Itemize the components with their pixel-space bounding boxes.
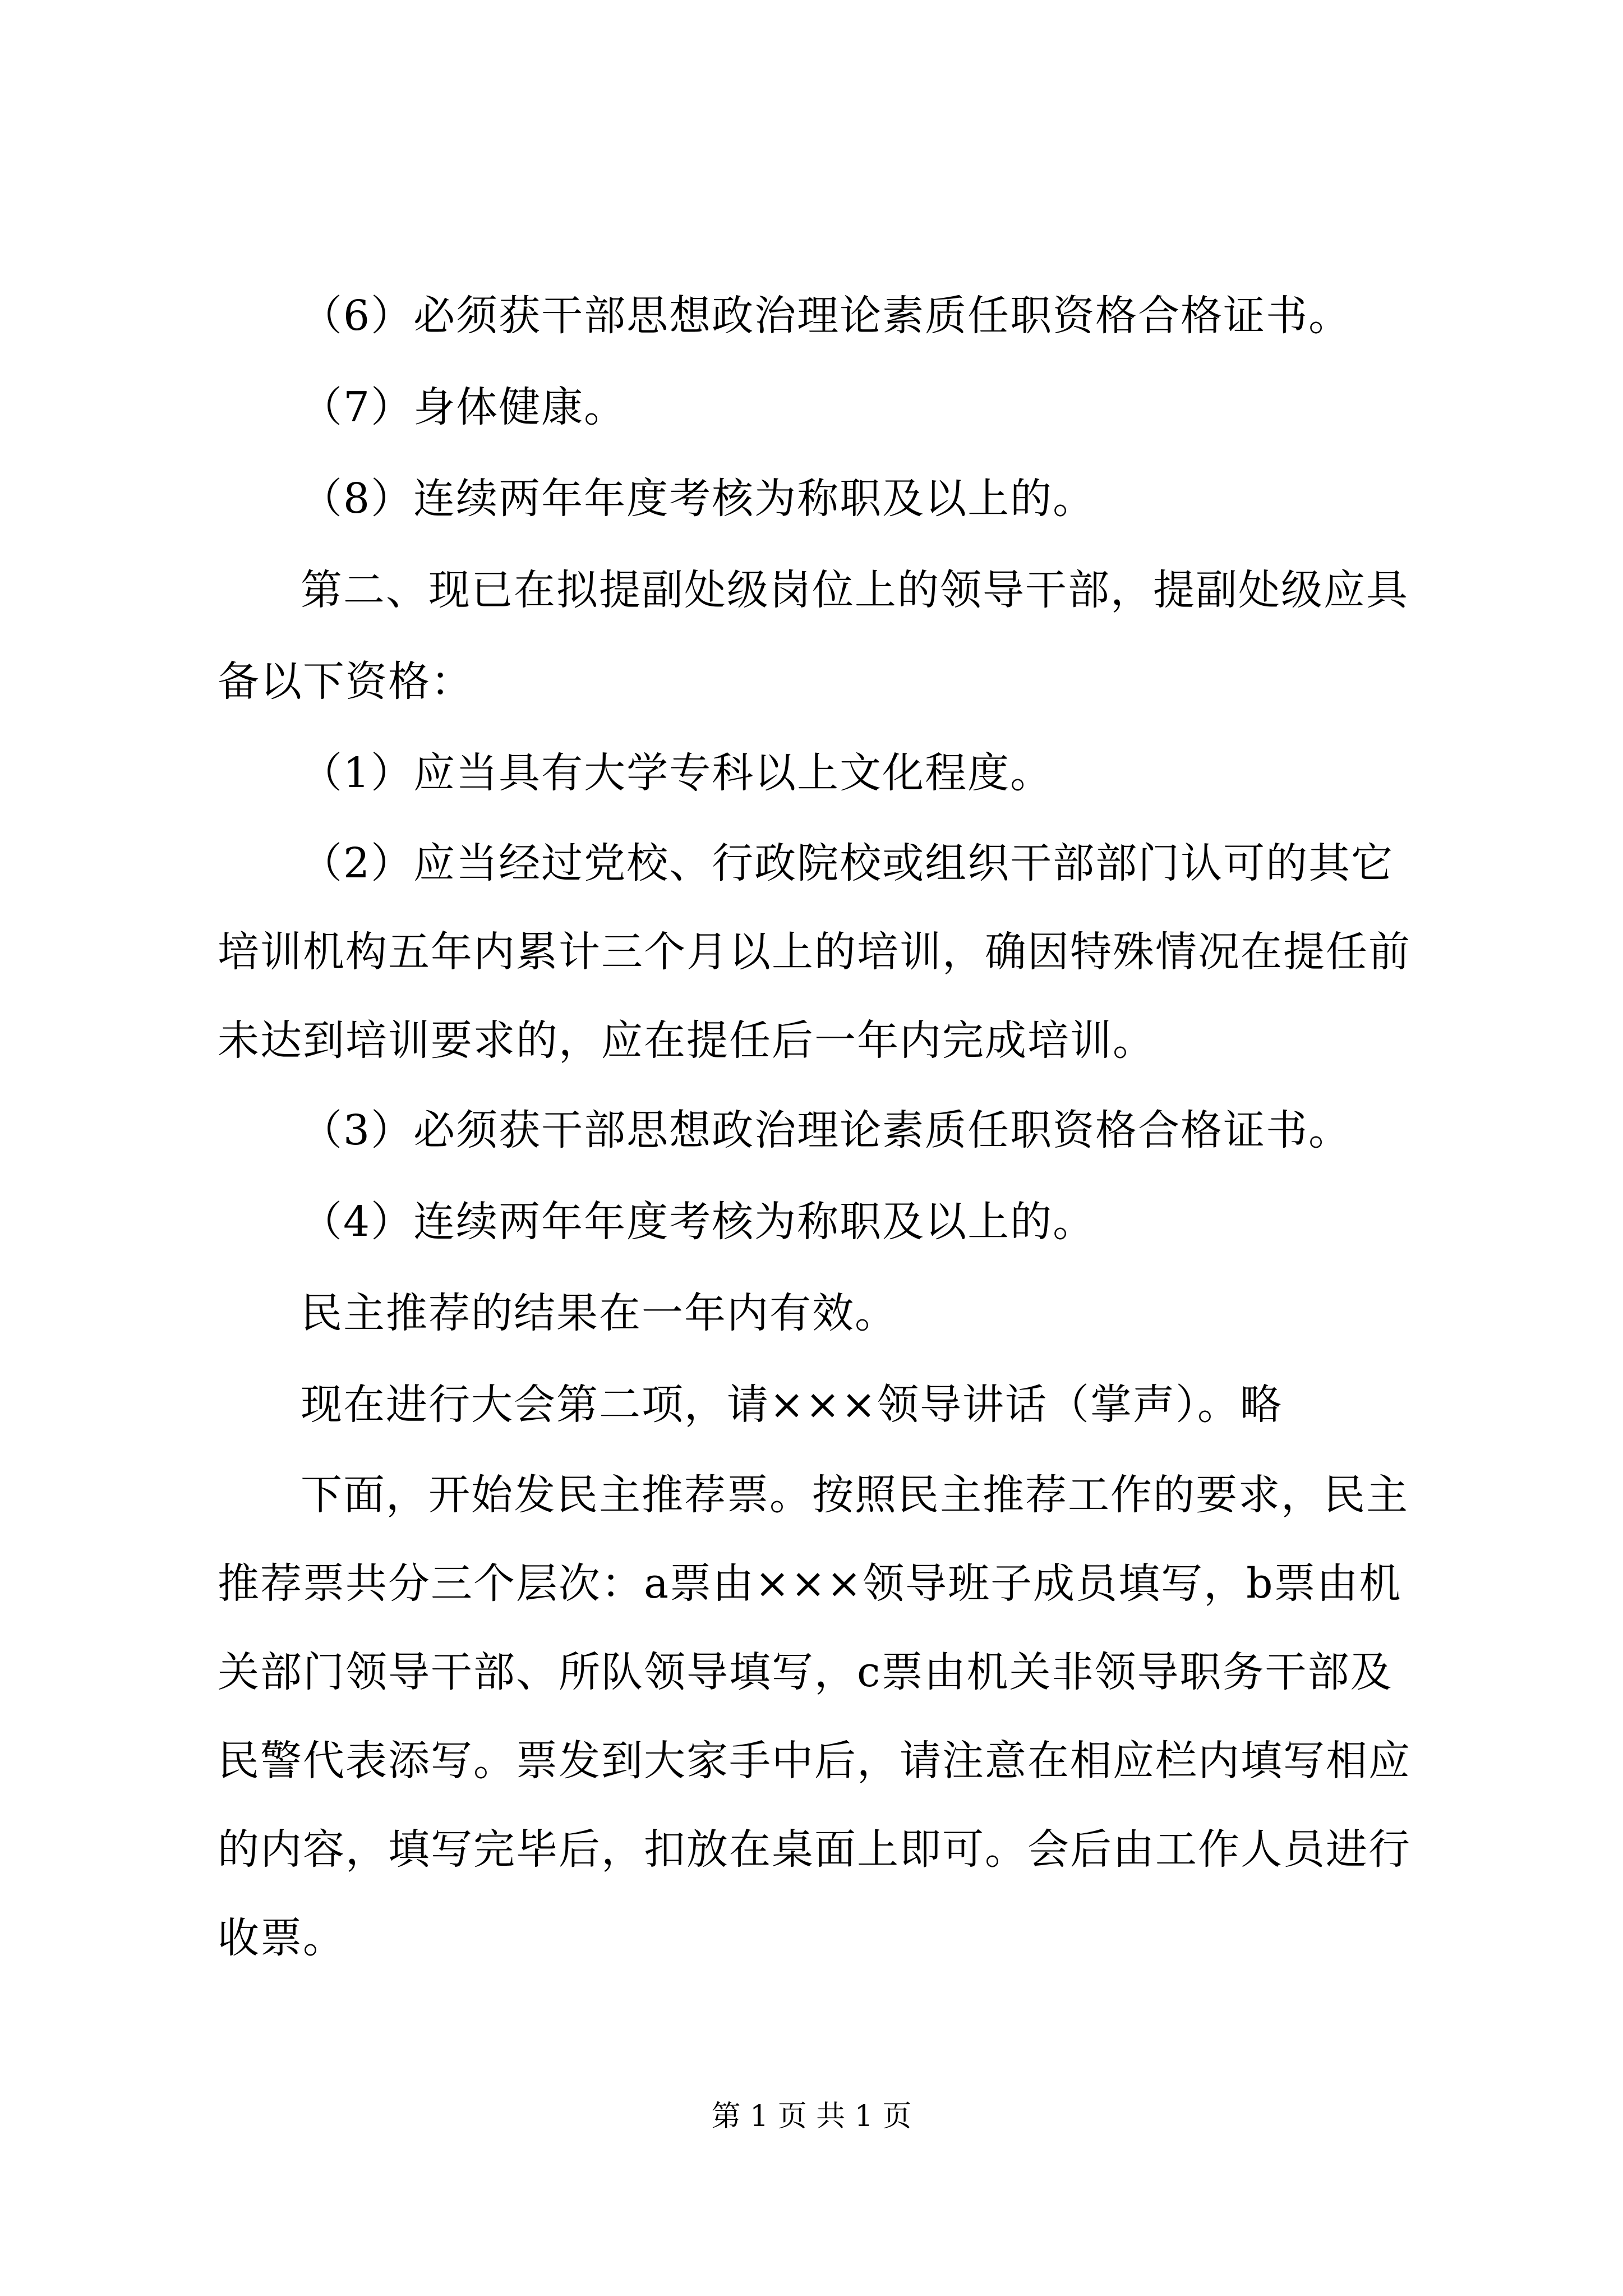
paragraph-item-2: （2）应当经过党校、行政院校或组织干部部门认可的其它培训机构五年内累计三个月以上的培训，确因特殊情况在提任前未达到培训要求的，应在提任后一年内完成培训。 bbox=[218, 839, 1411, 1065]
paragraph-item-1: （1）应当具有大学专科以上文化程度。 bbox=[301, 749, 1053, 797]
paragraph-section-two: 第二、现已在拟提副处级岗位上的领导干部，提副处级应具备以下资格： bbox=[218, 566, 1409, 706]
paragraph-agenda-item-two: 现在进行大会第二项，请×××领导讲话（掌声）。略 bbox=[301, 1381, 1283, 1429]
paragraph-item-7: （7）身体健康。 bbox=[301, 383, 627, 431]
paragraph-item-8: （8）连续两年年度考核为称职及以上的。 bbox=[301, 475, 1096, 523]
page-number-footer: 第 1 页 共 1 页 bbox=[711, 2100, 912, 2133]
paragraph-validity: 民主推荐的结果在一年内有效。 bbox=[301, 1289, 897, 1337]
paragraph-ballot-instructions: 下面，开始发民主推荐票。按照民主推荐工作的要求，民主推荐票共分三个层次：a票由×××领导班子成员填写，b票由机关部门领导干部、所队领导填写，c票由机关非领导职务干部及民警代表添写。票发到大家手中后，请注意在相应栏内填写相应的内容，填写完毕后，扣放在桌面上即可。会后由工作人员进行收票。 bbox=[218, 1471, 1411, 1962]
paragraph-item-3: （3）必须获干部思想政治理论素质任职资格合格证书。 bbox=[301, 1106, 1352, 1154]
document-body bbox=[218, 270, 1418, 1982]
paragraph-item-4: （4）连续两年年度考核为称职及以上的。 bbox=[301, 1198, 1096, 1246]
paragraph-item-6: （6）必须获干部思想政治理论素质任职资格合格证书。 bbox=[301, 292, 1352, 340]
